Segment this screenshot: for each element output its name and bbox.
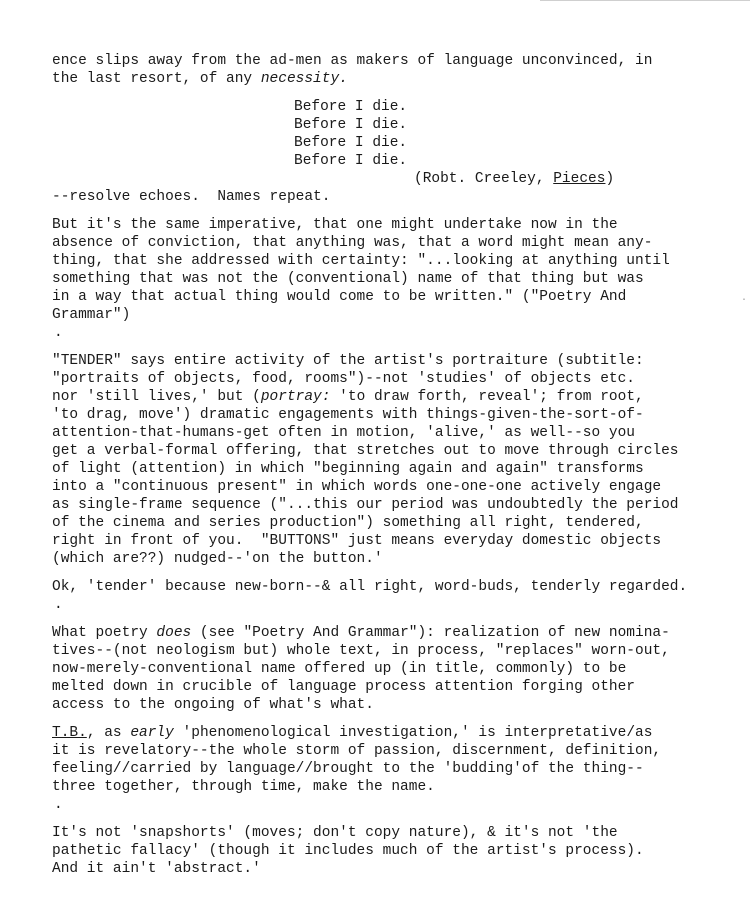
margin-speck: · [740,295,747,306]
text-line: Grammar") [52,307,131,323]
text-line: nor 'still lives,' but (portray: 'to draw forth, reveal'; from root, [52,389,644,405]
section-bullet: . [54,325,63,341]
paragraph-5 [52,624,742,714]
text-line: "portraits of objects, food, rooms")--not 'studies' of objects etc. [52,371,635,387]
paragraph-1 [52,52,742,88]
emphasis: necessity. [260,71,348,87]
poem-line: Before I die. [294,153,408,169]
citation-title: Pieces [553,171,606,187]
text-line: pathetic fallacy' (though it includes much of the artist's process). [52,843,644,859]
paragraph-4: Ok, 'tender' because new-born--& all right, word-buds, tenderly regarded. [52,579,688,595]
text-line: thing, that she addressed with certainty: "...looking at anything until [52,253,670,269]
poem-line: Before I die. [294,117,408,133]
top-edge-rule [540,0,750,1]
text-line: something that was not the (conventional) name of that thing but was [52,271,644,287]
text-line: attention-that-humans-get often in motion, 'alive,' as well--so you [52,425,635,441]
emphasis: early [130,725,174,741]
text-line: three together, through time, make the name. [52,779,435,795]
text-line: it is revelatory--the whole storm of passion, discernment, definition, [52,743,662,759]
text-line: T.B., as early 'phenomenological investigation,' is interpretative/as [52,725,653,741]
text-line: now-merely-conventional name offered up (in title, commonly) to be [52,661,627,677]
emphasis: portray: [260,389,331,405]
poem-line: Before I die. [294,135,408,151]
text-line: into a "continuous present" in which words one-one-one actively engage [52,479,662,495]
text-line: as single-frame sequence ("...this our period was undoubtedly the period [52,497,679,513]
text-line: melted down in crucible of language process attention forging other [52,679,635,695]
poem-line: Before I die. [294,99,408,115]
text-line: absence of conviction, that anything was, that a word might mean any- [52,235,653,251]
citation: (Robt. Creeley, Pieces) [414,171,615,187]
text-line: of light (attention) in which "beginning again and again" transforms [52,461,644,477]
text-line: access to the ongoing of what's what. [52,697,374,713]
title-abbrev: T.B. [52,725,87,741]
text-line: (which are??) nudged--'on the button.' [52,551,383,567]
text-line: And it ain't 'abstract.' [52,861,261,877]
text-line: It's not 'snapshorts' (moves; don't copy nature), & it's not 'the [52,825,618,841]
text-line: But it's the same imperative, that one might undertake now in the [52,217,618,233]
paragraph-2 [52,216,742,324]
text-line: feeling//carried by language//brought to the 'budding'of the thing-- [52,761,644,777]
text-line: 'to drag, move') dramatic engagements with things-given-the-sort-of- [52,407,644,423]
text-line: "TENDER" says entire activity of the artist's portraiture (subtitle: [52,353,644,369]
text-line: tives--(not neologism but) whole text, in process, "replaces" worn-out, [52,643,670,659]
emphasis: does [156,625,192,641]
text-line: right in front of you. "BUTTONS" just means everyday domestic objects [52,533,662,549]
paragraph-6 [52,724,742,796]
document-page [52,52,742,878]
echo-line: --resolve echoes. Names repeat. [52,189,331,205]
text-line: ence slips away from the ad-men as makers of language unconvinced, in [52,53,653,69]
paragraph-3 [52,352,742,568]
section-bullet: . [54,797,63,813]
text-line: get a verbal-formal offering, that stretches out to move through circles [52,443,679,459]
text-line: the last resort, of any necessity. [52,71,348,87]
section-bullet: . [54,597,63,613]
text-line: What poetry does (see "Poetry And Grammar"): realization of new nomina- [52,625,670,641]
paragraph-7 [52,824,742,878]
poem-quote [294,98,742,170]
text-line: in a way that actual thing would come to be written." ("Poetry And [52,289,627,305]
text-line: of the cinema and series production") something all right, tendered, [52,515,644,531]
